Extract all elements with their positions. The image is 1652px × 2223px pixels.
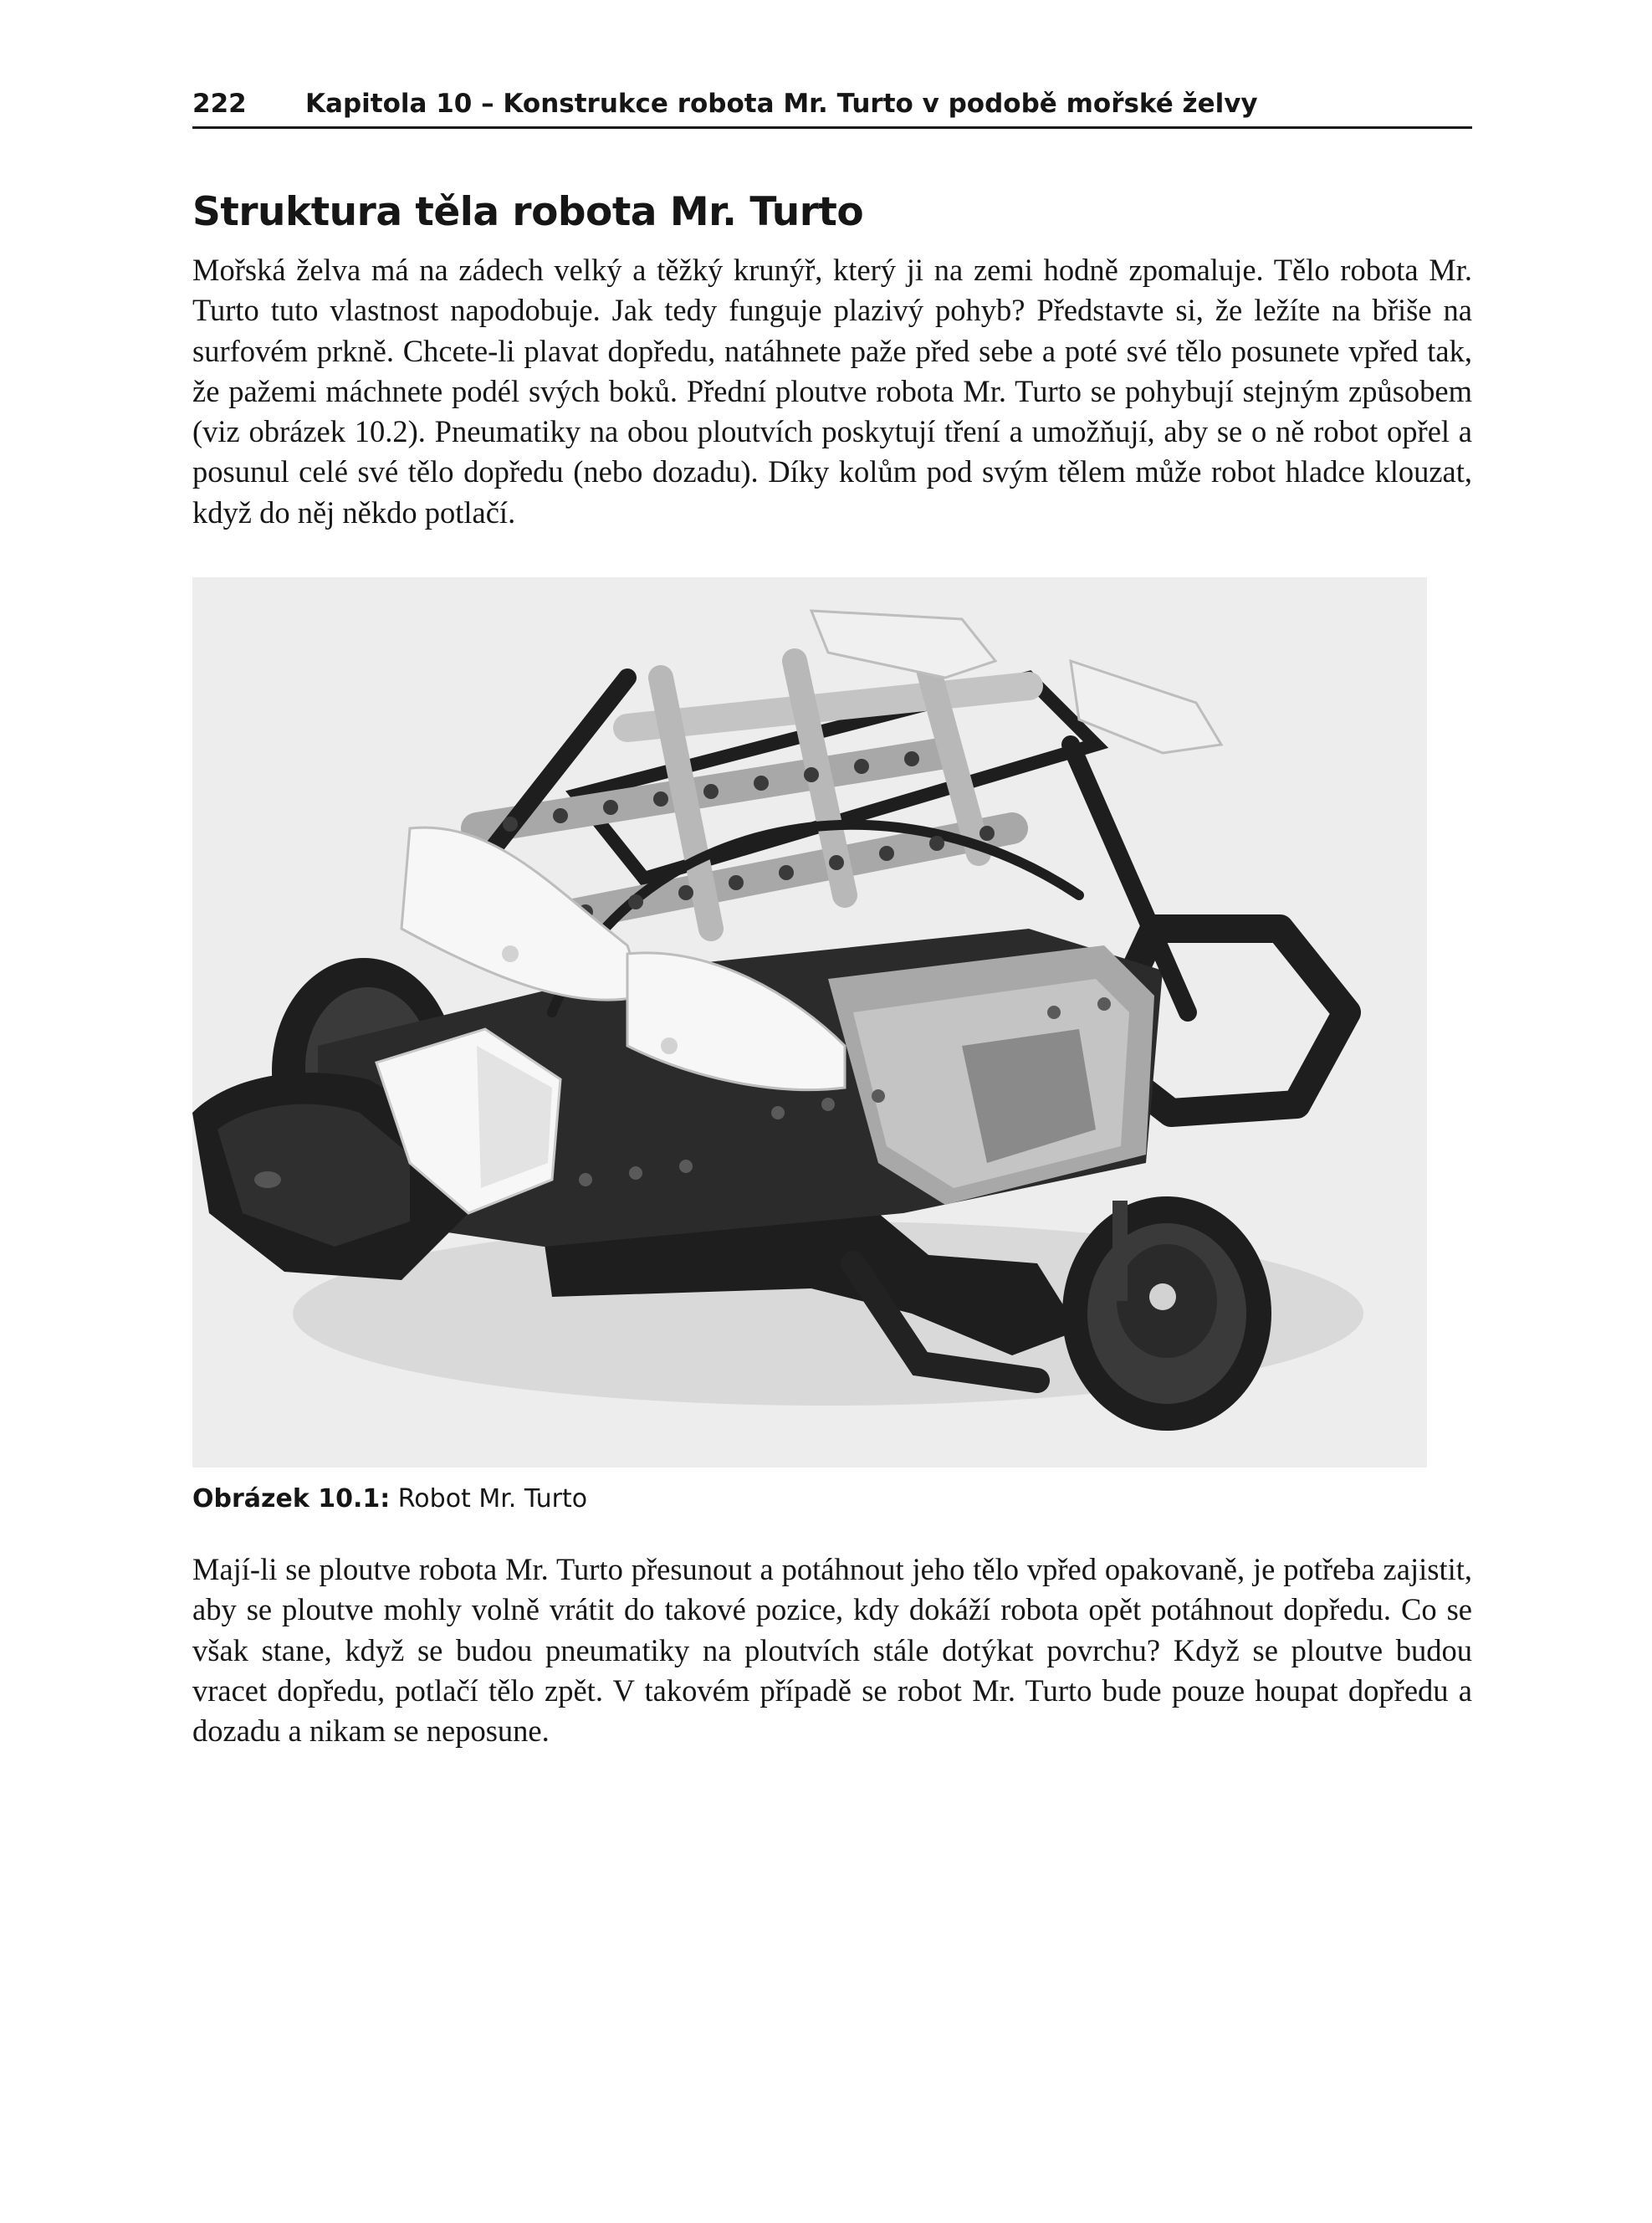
caption-text: Robot Mr. Turto (397, 1484, 588, 1514)
right-wheel (1062, 1196, 1271, 1431)
section-title: Struktura těla robota Mr. Turto (192, 189, 864, 235)
header-divider (192, 126, 1472, 129)
figure-caption (192, 1483, 587, 1516)
body-paragraph-1: Mořská želva má na zádech velký a těžký krunýř, který ji na zemi hodně zpomaluje. Tělo robota Mr. Turto tuto vlastnost napodobuje. Jak tedy funguje plazivý pohyb? Představte si, že ležíte na břiše na surfovém prkně. Chcete-li plavat dopředu, natáhnete paže před sebe a poté své tělo posunete vpřed tak, že pažemi máchnete podél svých boků. Přední ploutve robota Mr. Turto se pohybují stejným způsobem (viz obrázek 10.2). Pneumatiky na obou ploutvích poskytují tření a umožňují, aby se o ně robot opřel a posunul celé své tělo dopředu (nebo dozadu). Díky kolům pod svým tělem může robot hladce klouzat, když do něj někdo potlačí. (192, 253, 1472, 530)
running-title: Kapitola 10 – Konstrukce robota Mr. Turto v podobě mořské želvy (305, 89, 1258, 119)
page-header (192, 87, 1472, 131)
caption-label: Obrázek 10.1: (192, 1484, 391, 1514)
body-paragraph-2: Mají-li se ploutve robota Mr. Turto přesunout a potáhnout jeho tělo vpřed opakovaně, je potřeba zajistit, aby se ploutve mohly volně vrátit do takové pozice, kdy dokáží robota opět potáhnout dopředu. Co se však stane, když se budou pneumatiky na ploutvích stále dotýkat povrchu? Když se ploutve budou vracet dopředu, potlačí tělo zpět. V takovém případě se robot Mr. Turto bude pouze houpat dopředu a dozadu a nikam se neposune. (192, 1552, 1472, 1749)
figure-robot-photo (192, 577, 1427, 1467)
page-number: 222 (192, 89, 247, 119)
robot-illustration (192, 577, 1427, 1467)
